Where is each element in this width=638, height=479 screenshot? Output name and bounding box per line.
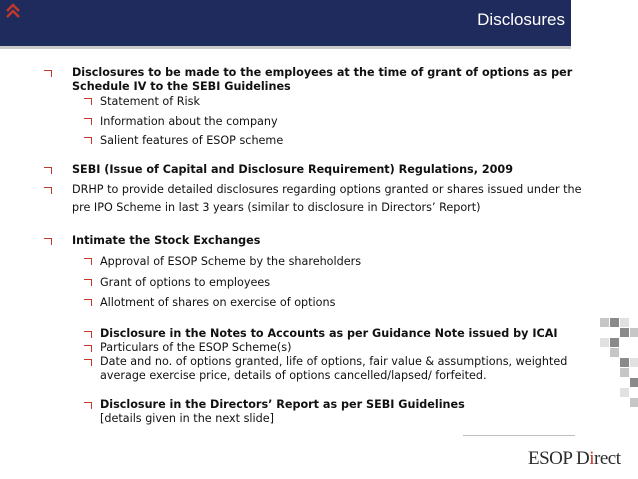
- section-heading: Disclosures to be made to the employees at the time of grant of options as per: [72, 66, 573, 79]
- list-item-cont: average exercise price, details of options cancelled/lapsed/ forfeited.: [100, 369, 487, 382]
- list-item-cont: pre IPO Scheme in last 3 years (similar to disclosure in Directors’ Report): [72, 201, 481, 214]
- footer-divider: [463, 435, 575, 436]
- list-item: Particulars of the ESOP Scheme(s): [100, 341, 292, 354]
- bullet-icon: [44, 187, 52, 194]
- list-item: [details given in the next slide]: [100, 412, 274, 425]
- bullet-icon: [84, 331, 92, 338]
- bullet-icon: [44, 238, 52, 245]
- bullet-icon: [44, 70, 52, 77]
- list-item: Salient features of ESOP scheme: [100, 134, 284, 147]
- list-item: Grant of options to employees: [100, 276, 271, 289]
- section-heading: SEBI (Issue of Capital and Disclosure Requirement) Regulations, 2009: [72, 163, 513, 176]
- bullet-icon: [84, 279, 92, 286]
- list-item: Allotment of shares on exercise of options: [100, 296, 336, 309]
- bullet-icon: [84, 137, 92, 144]
- bullet-icon: [84, 359, 92, 366]
- section-heading-cont: Schedule IV to the SEBI Guidelines: [72, 80, 291, 93]
- list-item: Statement of Risk: [100, 95, 200, 108]
- bullet-icon: [84, 345, 92, 352]
- bullet-icon: [84, 118, 92, 125]
- bullet-icon: [44, 167, 52, 174]
- esop-direct-logo: ESOP Direct: [528, 448, 621, 469]
- list-item: DRHP to provide detailed disclosures regarding options granted or shares issued under the: [72, 183, 582, 196]
- bullet-icon: [84, 98, 92, 105]
- bullet-icon: [84, 299, 92, 306]
- decorative-squares: [600, 318, 638, 418]
- bullet-icon: [84, 402, 92, 409]
- list-item: Approval of ESOP Scheme by the shareholders: [100, 255, 362, 268]
- list-item: Information about the company: [100, 115, 278, 128]
- section-heading: Intimate the Stock Exchanges: [72, 234, 261, 247]
- section-heading: Disclosure in the Notes to Accounts as per Guidance Note issued by ICAI: [100, 327, 558, 340]
- bullet-icon: [84, 258, 92, 265]
- page-title: Disclosures: [477, 10, 565, 29]
- section-heading: Disclosure in the Directors’ Report as per SEBI Guidelines: [100, 398, 465, 411]
- list-item: Date and no. of options granted, life of options, fair value & assumptions, weighted: [100, 355, 568, 368]
